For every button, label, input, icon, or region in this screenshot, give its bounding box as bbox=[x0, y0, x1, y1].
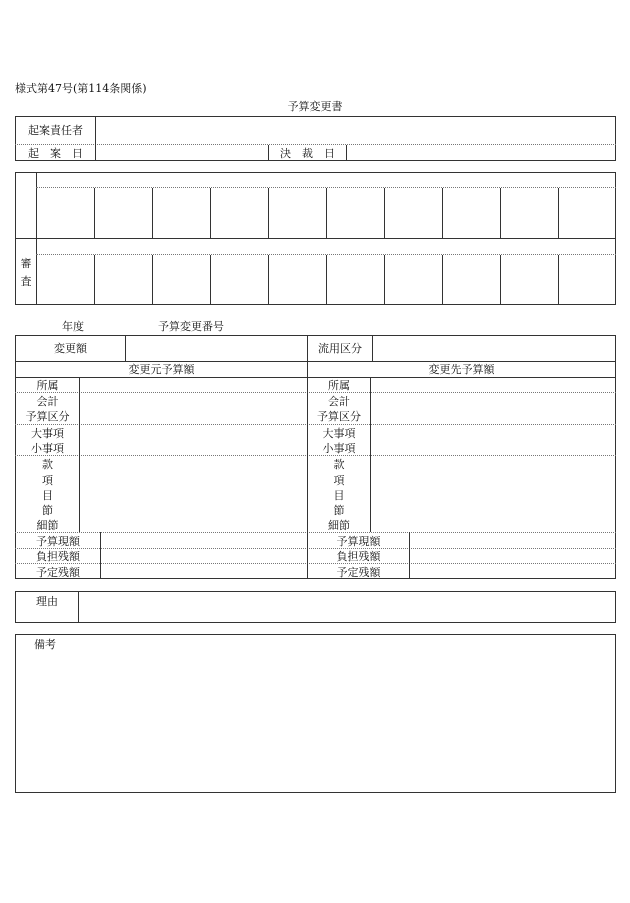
remarks-field[interactable] bbox=[16, 655, 615, 792]
source-planned-balance-field[interactable] bbox=[101, 564, 306, 578]
source-accounting-label: 会計 bbox=[36, 395, 59, 408]
source-current-budget-label: 予算現額 bbox=[36, 535, 80, 548]
source-accounting-field[interactable] bbox=[80, 393, 306, 423]
change-amount-field[interactable] bbox=[126, 336, 306, 360]
dest-burden-balance-field[interactable] bbox=[410, 549, 615, 562]
diversion-field[interactable] bbox=[373, 336, 615, 360]
seal-divider bbox=[384, 188, 385, 238]
source-kou-label: 項 bbox=[42, 474, 53, 487]
form-number: 様式第47号(第114条関係) bbox=[15, 82, 147, 95]
dest-major-item-label: 大事項 bbox=[322, 427, 356, 440]
source-budget-category-label: 予算区分 bbox=[25, 410, 70, 423]
draft-date-field[interactable] bbox=[96, 146, 267, 160]
dest-burden-balance-label: 負担残額 bbox=[336, 550, 381, 563]
source-burden-balance-field[interactable] bbox=[101, 549, 306, 562]
dest-minor-item-label: 小事項 bbox=[322, 442, 356, 455]
dest-planned-balance-label: 予定残額 bbox=[336, 566, 381, 579]
source-affiliation-field[interactable] bbox=[80, 378, 306, 392]
source-burden-balance-label: 負担残額 bbox=[36, 550, 80, 563]
dest-budget-category-label: 予算区分 bbox=[317, 410, 361, 423]
seal-divider bbox=[268, 188, 269, 238]
change-number-label: 予算変更番号 bbox=[158, 320, 224, 333]
dest-current-budget-field[interactable] bbox=[410, 533, 615, 547]
source-planned-balance-label: 予定残額 bbox=[36, 566, 80, 579]
seal-divider bbox=[210, 255, 211, 305]
seal-divider bbox=[500, 255, 501, 305]
source-kan-label: 款 bbox=[42, 458, 53, 471]
seal-divider bbox=[442, 188, 443, 238]
seal-divider bbox=[442, 255, 443, 305]
source-current-budget-field[interactable] bbox=[101, 533, 306, 547]
source-affiliation-label: 所属 bbox=[36, 379, 59, 392]
responsible-field[interactable] bbox=[96, 117, 615, 143]
dest-accounting-field[interactable] bbox=[371, 393, 615, 423]
dest-current-budget-label: 予算現額 bbox=[336, 535, 381, 548]
seal-divider bbox=[210, 188, 211, 238]
source-saisetsu-label: 細節 bbox=[36, 519, 59, 532]
reason-label: 理由 bbox=[36, 595, 58, 608]
remarks-label: 備考 bbox=[34, 638, 56, 651]
diversion-label: 流用区分 bbox=[318, 342, 362, 355]
dest-moku-label: 目 bbox=[333, 489, 345, 502]
seal-divider bbox=[500, 188, 501, 238]
seal-divider bbox=[94, 255, 95, 305]
decision-date-label: 決 裁 日 bbox=[280, 147, 335, 160]
year-label: 年度 bbox=[62, 320, 84, 333]
dest-item-field[interactable] bbox=[371, 425, 615, 454]
source-major-item-label: 大事項 bbox=[31, 427, 64, 440]
review-label-2: 査 bbox=[20, 275, 32, 288]
review-label-1: 審 bbox=[20, 257, 32, 270]
seal-divider bbox=[152, 255, 153, 305]
seal-divider bbox=[94, 188, 95, 238]
dest-affiliation-field[interactable] bbox=[371, 378, 615, 392]
seal-divider bbox=[384, 255, 385, 305]
source-setsu-label: 節 bbox=[42, 504, 53, 517]
responsible-label: 起案責任者 bbox=[28, 124, 83, 137]
source-moku-label: 目 bbox=[42, 489, 53, 502]
seal-divider bbox=[558, 188, 559, 238]
seal-divider bbox=[268, 255, 269, 305]
source-budget-title: 変更元予算額 bbox=[128, 363, 195, 376]
review-mid-line bbox=[15, 238, 616, 239]
source-item-field[interactable] bbox=[80, 425, 306, 454]
seal-divider bbox=[152, 188, 153, 238]
destination-budget-title: 変更先予算額 bbox=[428, 363, 495, 376]
dest-setsu-label: 節 bbox=[333, 504, 345, 517]
draft-date-label: 起 案 日 bbox=[28, 147, 83, 160]
document-title: 予算変更書 bbox=[287, 100, 343, 113]
decision-date-field[interactable] bbox=[347, 146, 615, 160]
table-line bbox=[15, 361, 616, 362]
seal-divider bbox=[558, 255, 559, 305]
source-minor-item-label: 小事項 bbox=[31, 442, 64, 455]
change-amount-label: 変更額 bbox=[54, 342, 87, 355]
dest-kou-label: 項 bbox=[333, 474, 345, 487]
dest-accounting-label: 会計 bbox=[328, 395, 350, 408]
reason-field[interactable] bbox=[79, 592, 615, 622]
seal-divider bbox=[326, 255, 327, 305]
dest-planned-balance-field[interactable] bbox=[410, 564, 615, 578]
dest-affiliation-label: 所属 bbox=[328, 379, 350, 392]
dest-saisetsu-label: 細節 bbox=[328, 519, 350, 532]
source-kan-kou-moku-field[interactable] bbox=[80, 456, 306, 531]
dest-kan-label: 款 bbox=[333, 458, 345, 471]
dest-kan-kou-moku-field[interactable] bbox=[371, 456, 615, 531]
header-divider bbox=[15, 144, 616, 145]
seal-divider bbox=[326, 188, 327, 238]
